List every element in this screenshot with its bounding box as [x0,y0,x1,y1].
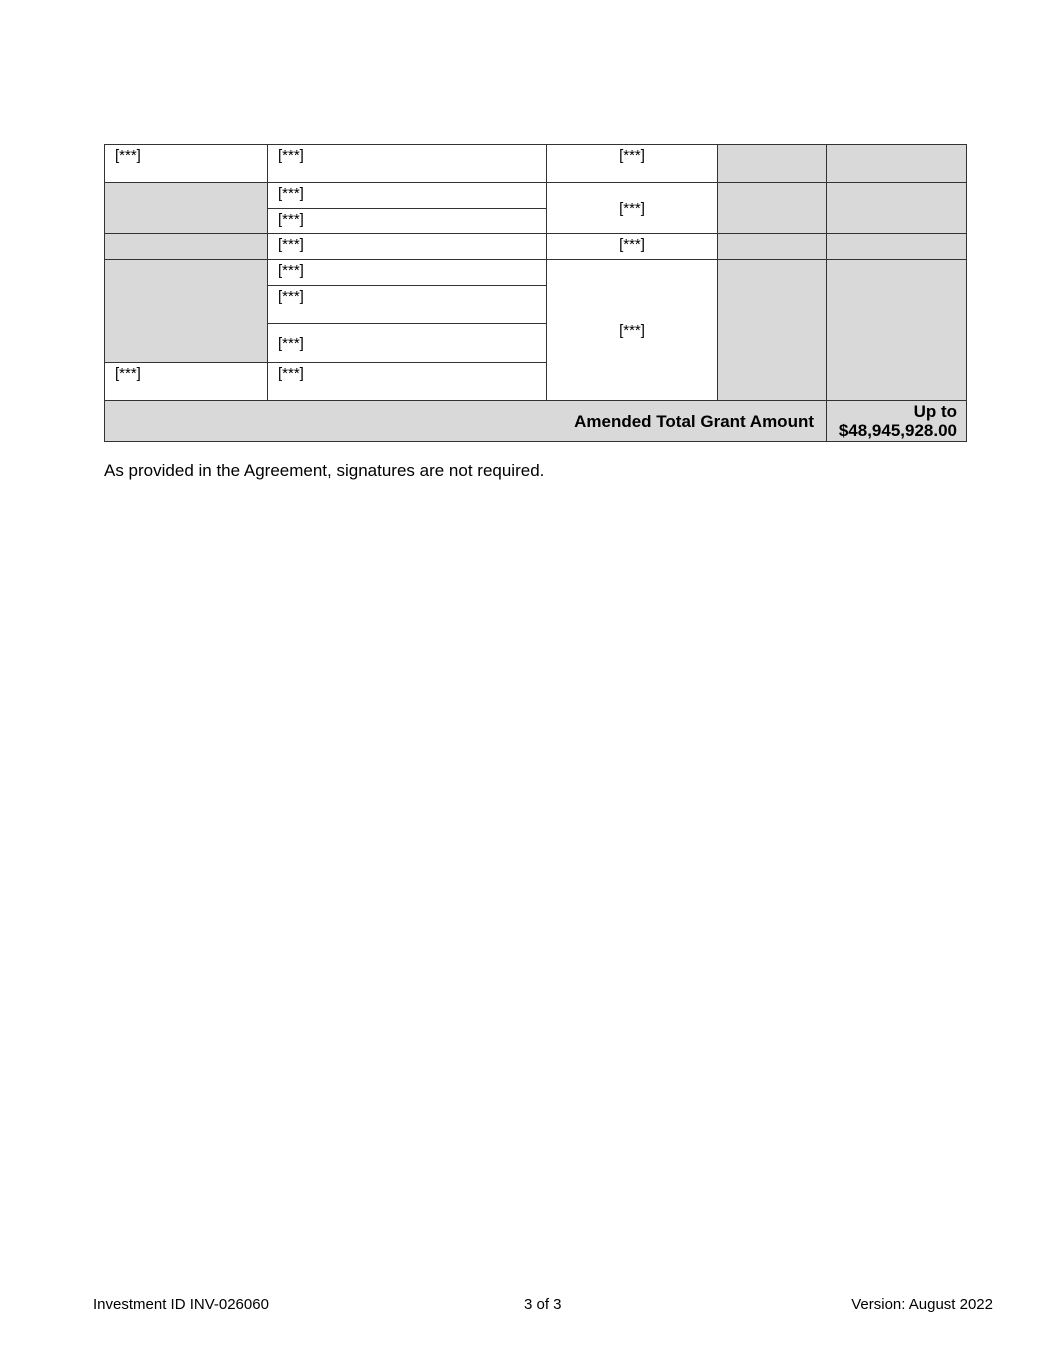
signature-note: As provided in the Agreement, signatures are not required. [104,461,545,480]
redacted-text: [***] [619,147,645,164]
total-amount-cell [827,401,967,442]
redacted-text: [***] [278,211,304,228]
table-cell [547,145,718,183]
redacted-text: [***] [278,185,304,202]
table-row [105,145,967,183]
table-cell [268,260,547,286]
table-cell [268,209,547,234]
redacted-text: [***] [278,365,304,382]
investment-id: Investment ID INV-026060 [93,1296,269,1313]
shaded-cell [827,234,967,260]
page-number: 3 of 3 [524,1296,562,1313]
redacted-text: [***] [278,288,304,305]
table-cell [268,363,547,401]
shaded-cell [827,260,967,401]
redacted-text: [***] [278,334,304,352]
redacted-text: [***] [115,365,141,382]
total-label-cell [105,401,827,442]
redacted-text: [***] [115,147,141,164]
shaded-cell [105,183,268,234]
shaded-cell [827,183,967,234]
shaded-cell [718,145,827,183]
table-row [105,183,967,209]
redacted-text: [***] [278,262,304,279]
total-amount: $48,945,928.00 [838,421,957,440]
total-prefix: Up to [913,402,957,421]
table-cell [268,145,547,183]
table-row [105,234,967,260]
shaded-cell [105,260,268,363]
shaded-cell [827,145,967,183]
shaded-cell [105,234,268,260]
table-cell [268,286,547,324]
redacted-text: [***] [619,199,645,217]
shaded-cell [718,183,827,234]
redacted-text: [***] [619,236,645,253]
version-label: Version: August 2022 [851,1296,993,1313]
total-row [105,401,967,442]
table-row [105,260,967,286]
table-cell [105,363,268,401]
redacted-text: [***] [278,147,304,164]
table-cell [547,234,718,260]
table-cell [547,183,718,234]
total-label: Amended Total Grant Amount [574,411,814,431]
table-cell [268,324,547,363]
table-cell [105,145,268,183]
table-cell [268,234,547,260]
redacted-text: [***] [278,236,304,253]
shaded-cell [718,260,827,401]
shaded-cell [718,234,827,260]
table-cell [547,260,718,401]
table-cell [268,183,547,209]
grant-budget-table [104,144,967,442]
redacted-text: [***] [619,321,645,339]
